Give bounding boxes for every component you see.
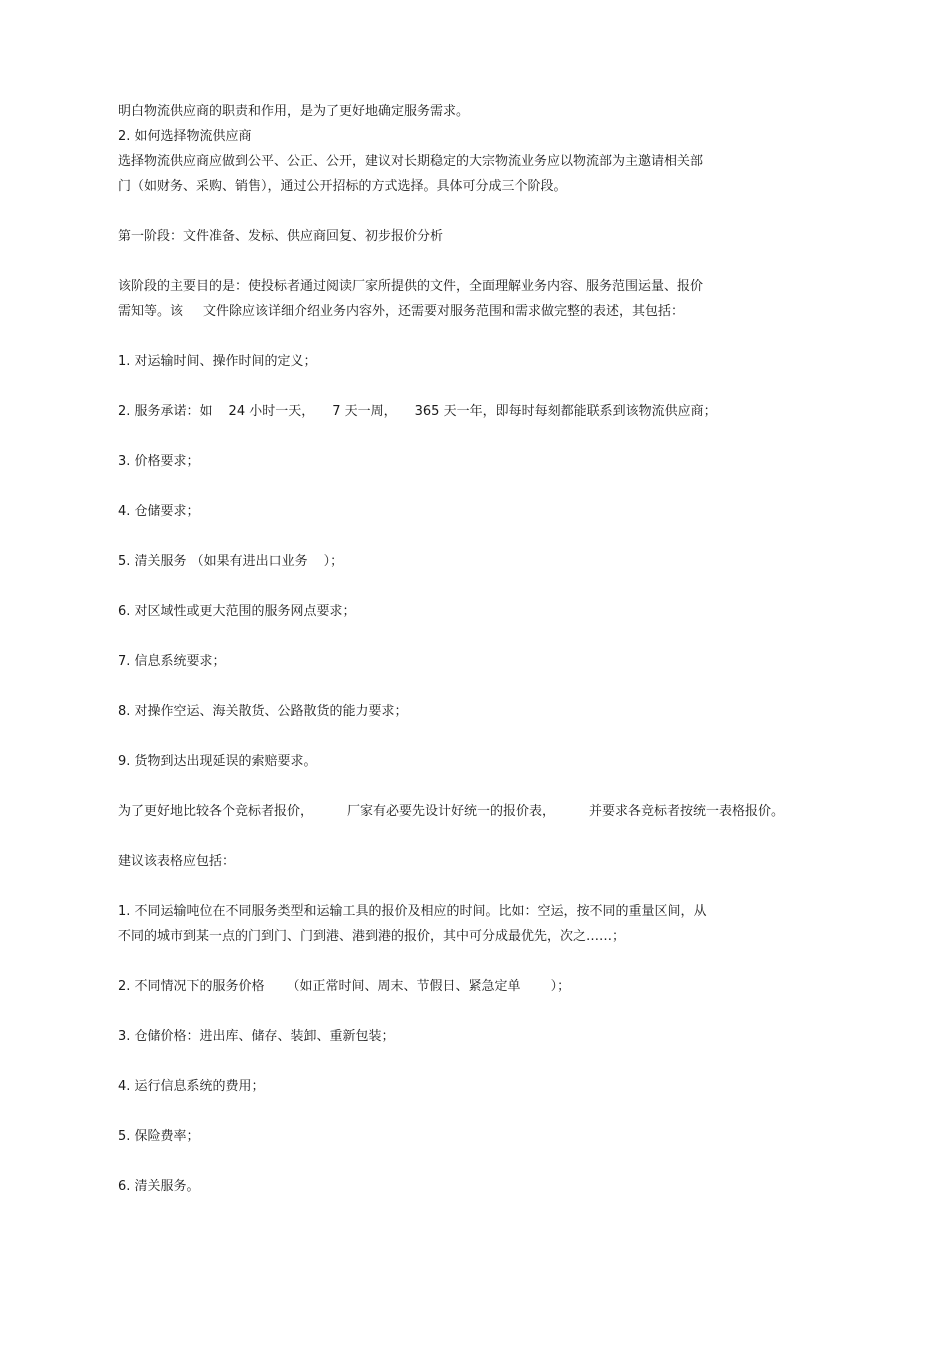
text-fragment: 365 天一年，即每时每刻都能联系到该物流供应商； [414, 404, 717, 419]
paragraph-selection-1: 选择物流供应商应做到公平、公正、公开，建议对长期稳定的大宗物流业务应以物流部为主邀请相关部 [118, 154, 704, 169]
list-item [118, 553, 343, 571]
text-fragment: 5. 清关服务 （如果有进出口业务 [118, 554, 308, 569]
list-item: 3. 仓储价格：进出库、储存、装卸、重新包装； [118, 1029, 395, 1044]
text-fragment: 24 小时一天， [228, 404, 315, 419]
text-fragment: 7 天一周， [332, 404, 397, 419]
list-item: 1. 对运输时间、操作时间的定义； [118, 354, 317, 369]
list-item: 6. 清关服务。 [118, 1179, 200, 1194]
list-item [118, 403, 717, 421]
text-fragment: 厂家有必要先设计好统一的报价表， [347, 804, 556, 819]
text-fragment: ）； [550, 979, 571, 994]
text-fragment: 需知等。该 [118, 304, 184, 319]
paragraph-phase-goal-2 [118, 303, 684, 321]
paragraph-selection-2: 门（如财务、采购、销售），通过公开招标的方式选择。具体可分成三个阶段。 [118, 179, 567, 194]
text-fragment: 为了更好地比较各个竞标者报价， [118, 804, 314, 819]
paragraph-compare [118, 803, 784, 821]
paragraph-phase-goal-1: 该阶段的主要目的是：使投标者通过阅读厂家所提供的文件，全面理解业务内容、服务范围运量、报价 [118, 279, 704, 294]
list-item: 6. 对区域性或更大范围的服务网点要求； [118, 604, 356, 619]
list-item: 8. 对操作空运、海关散货、公路散货的能力要求； [118, 704, 408, 719]
text-fragment: 并要求各竞标者按统一表格报价。 [589, 804, 785, 819]
list-item: 4. 仓储要求； [118, 504, 200, 519]
list-item: 4. 运行信息系统的费用； [118, 1079, 265, 1094]
section-heading-2: 2. 如何选择物流供应商 [118, 129, 252, 144]
list-item [118, 978, 570, 996]
paragraph-table-suggestion: 建议该表格应包括： [118, 854, 236, 869]
text-fragment: 2. 不同情况下的服务价格 [118, 979, 265, 994]
list-item: 7. 信息系统要求； [118, 654, 226, 669]
text-fragment: ）； [323, 554, 344, 569]
paragraph-intro: 明白物流供应商的职责和作用，是为了更好地确定服务需求。 [118, 104, 470, 119]
list-item: 9. 货物到达出现延误的索赔要求。 [118, 754, 317, 769]
phase-one-heading: 第一阶段：文件准备、发标、供应商回复、初步报价分析 [118, 229, 444, 244]
text-fragment: 2. 服务承诺：如 [118, 404, 213, 419]
list-item-continuation: 不同的城市到某一点的门到门、门到港、港到港的报价，其中可分成最优先，次之……； [118, 929, 626, 944]
list-item: 3. 价格要求； [118, 454, 200, 469]
text-fragment: 文件除应该详细介绍业务内容外，还需要对服务范围和需求做完整的表述，其包括： [203, 304, 685, 319]
list-item: 5. 保险费率； [118, 1129, 200, 1144]
text-fragment: （如正常时间、周末、节假日、紧急定单 [286, 979, 521, 994]
list-item: 1. 不同运输吨位在不同服务类型和运输工具的报价及相应的时间。比如：空运，按不同的重量区间，从 [118, 904, 707, 919]
